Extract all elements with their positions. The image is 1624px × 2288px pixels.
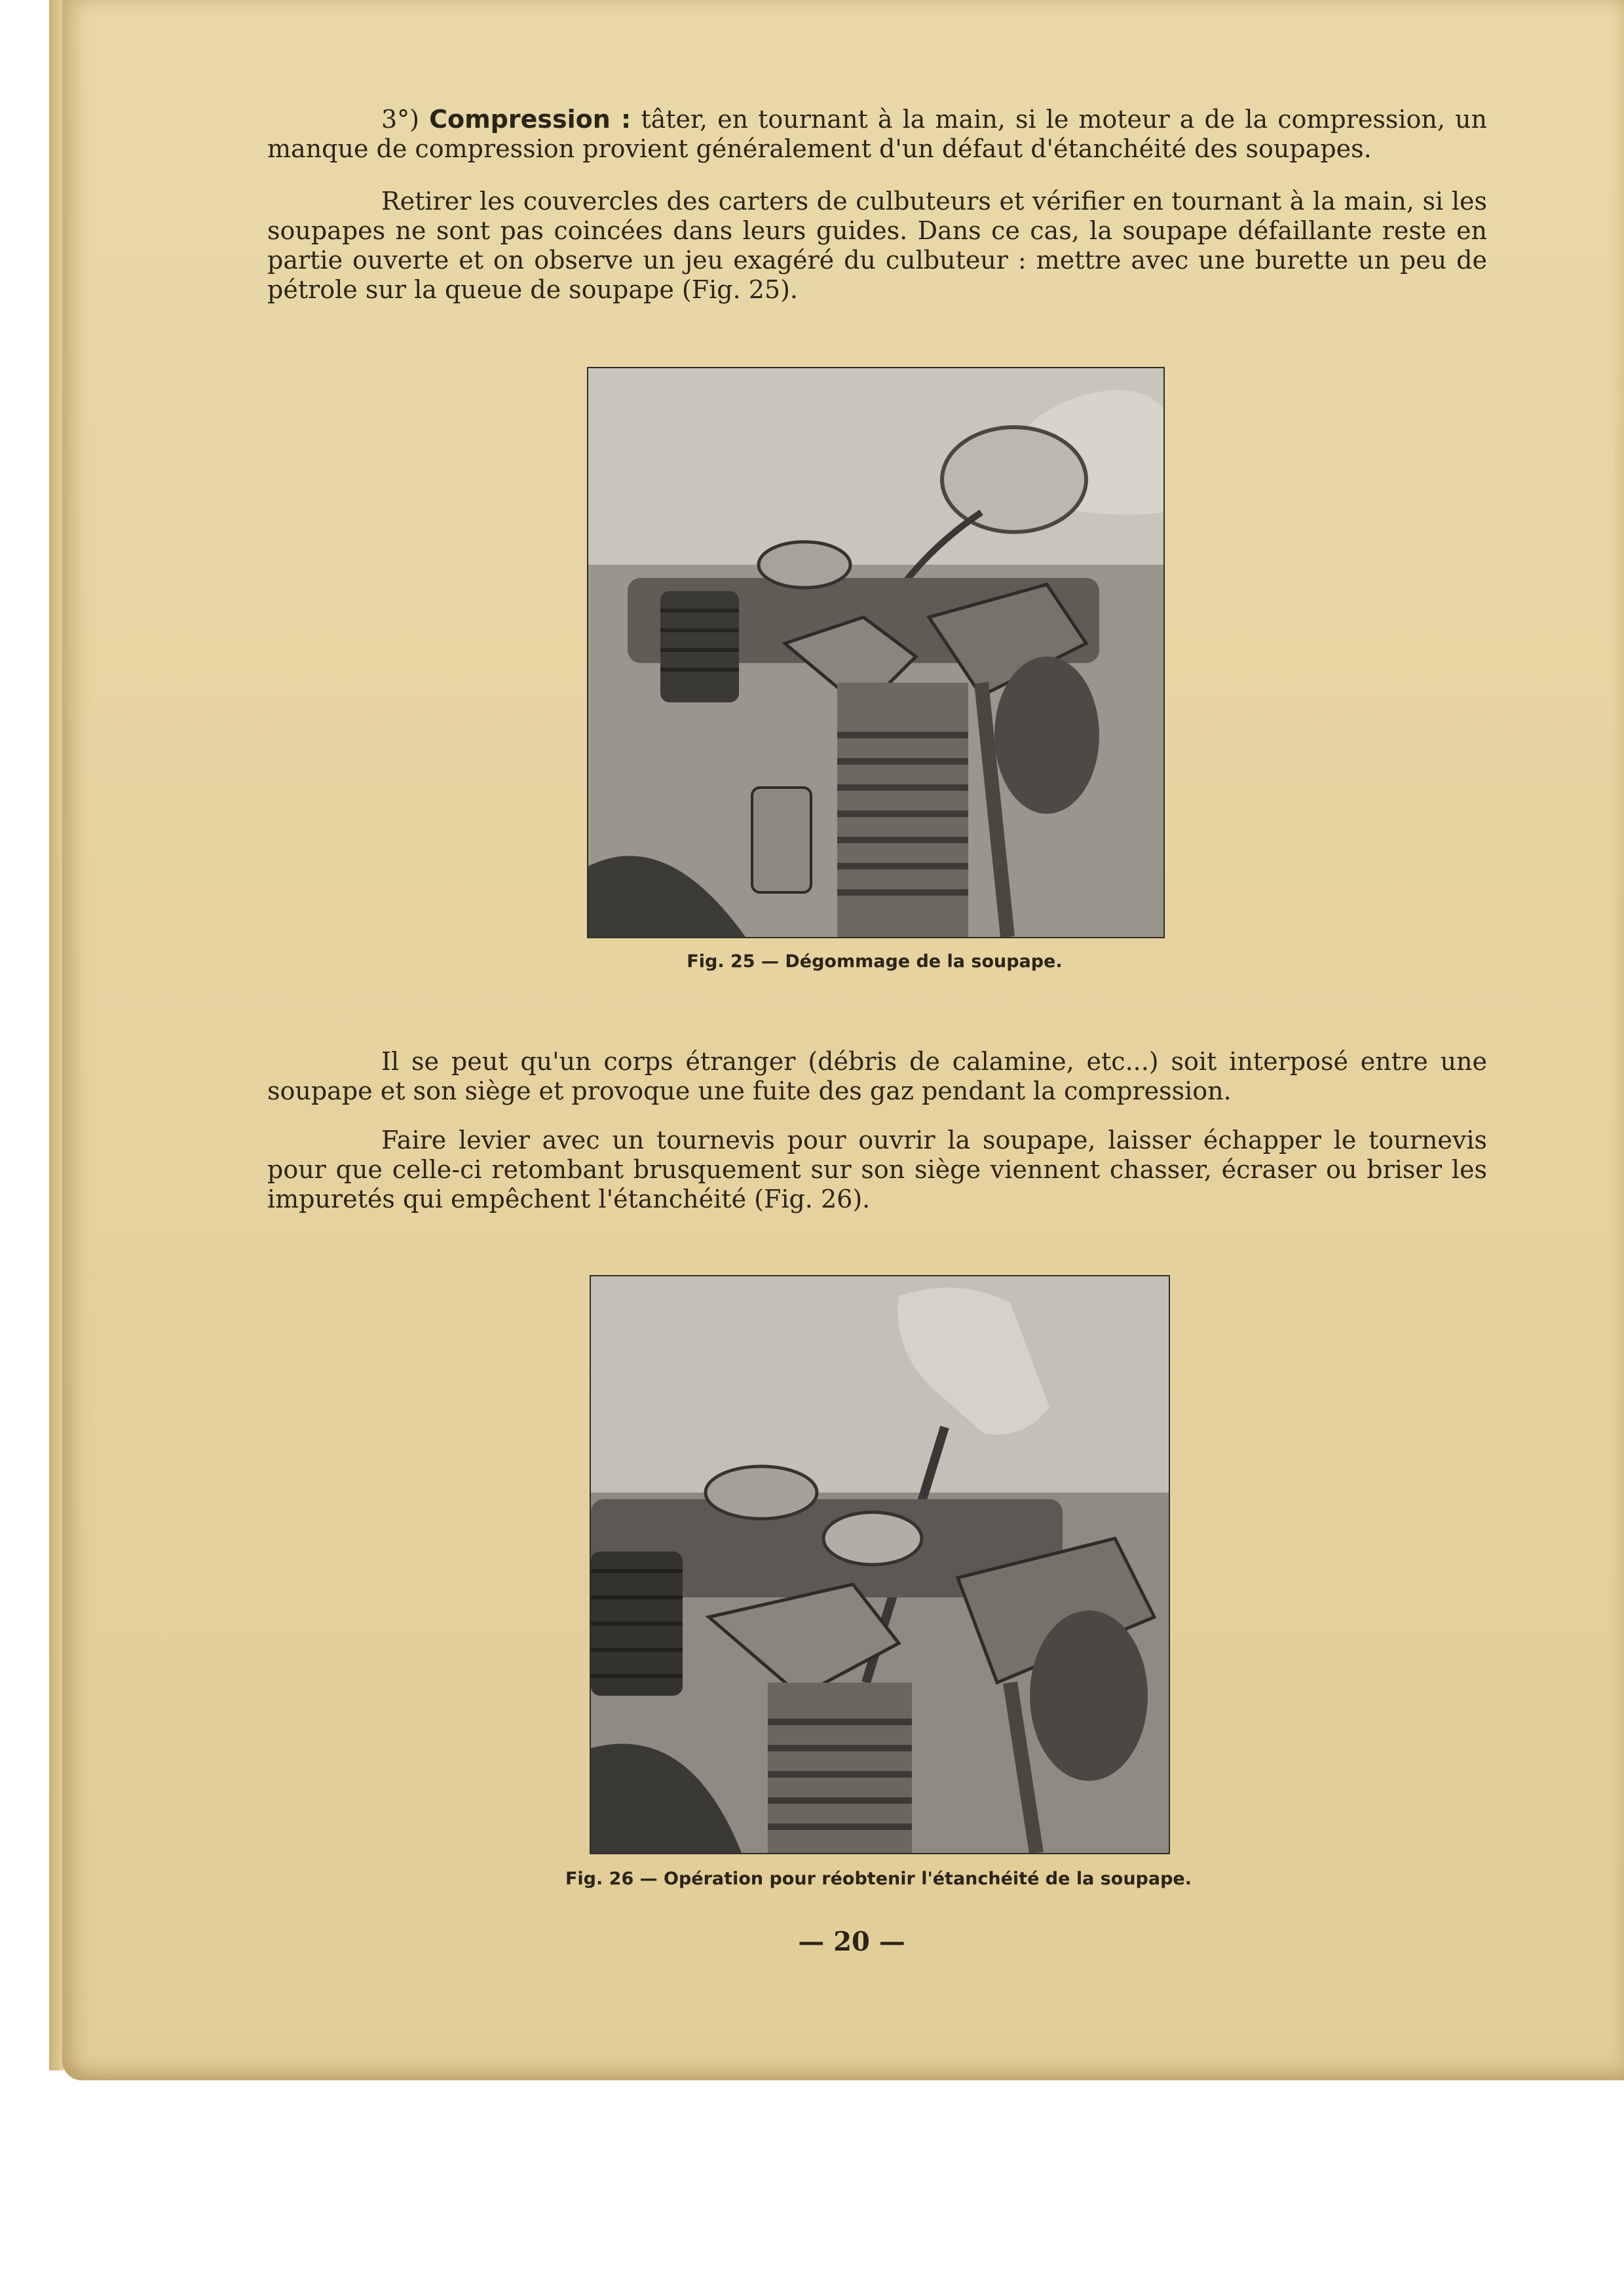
paragraph-compression [267, 105, 1487, 164]
paragraph-culbuteurs [267, 187, 1487, 305]
paragraph-compression-text: tâter, en tournant à la main, si le moteur a de la compression, un manque de compression provient généralement d'un défaut d'étanchéité des soupapes. [267, 105, 1487, 163]
paragraph-levier [267, 1126, 1487, 1214]
figure-26-photo [590, 1275, 1170, 1854]
page-edge [49, 0, 64, 2070]
paragraph-corps-etranger-text: Il se peut qu'un corps étranger (débris de calamine, etc...) soit interposé entre une soupape et son siège et provoque une fuite des gaz pendant la compression. [267, 1047, 1487, 1105]
paragraph-levier-text: Faire levier avec un tournevis pour ouvrir la soupape, laisser échapper le tournevis pour que celle-ci retombant brusquement sur son siège viennent chasser, écraser ou briser les impuretés qui empêchent l'étanchéité (Fig. 26). [267, 1126, 1487, 1213]
section-term: Compression : [429, 105, 632, 134]
figure-26-caption: Fig. 26 — Opération pour réobtenir l'étanchéité de la soupape. [565, 1869, 1192, 1889]
section-number: 3°) [381, 105, 420, 134]
figure-25-caption: Fig. 25 — Dégommage de la soupape. [687, 951, 1063, 972]
figure-25-photo [587, 367, 1165, 938]
engine-photo-illustration [588, 368, 1163, 937]
engine-photo-illustration [591, 1276, 1169, 1853]
paragraph-corps-etranger [267, 1047, 1487, 1106]
paragraph-culbuteurs-text: Retirer les couvercles des carters de culbuteurs et vérifier en tournant à la main, si les soupapes ne sont pas coincées dans leurs guides. Dans ce cas, la soupape défaillante reste en partie ouverte et on observe un jeu exagéré du culbuteur : mettre avec une burette un peu de pétrole sur la queue de soupape (Fig. 25). [267, 187, 1487, 304]
page-number: — 20 — [798, 1926, 905, 1957]
